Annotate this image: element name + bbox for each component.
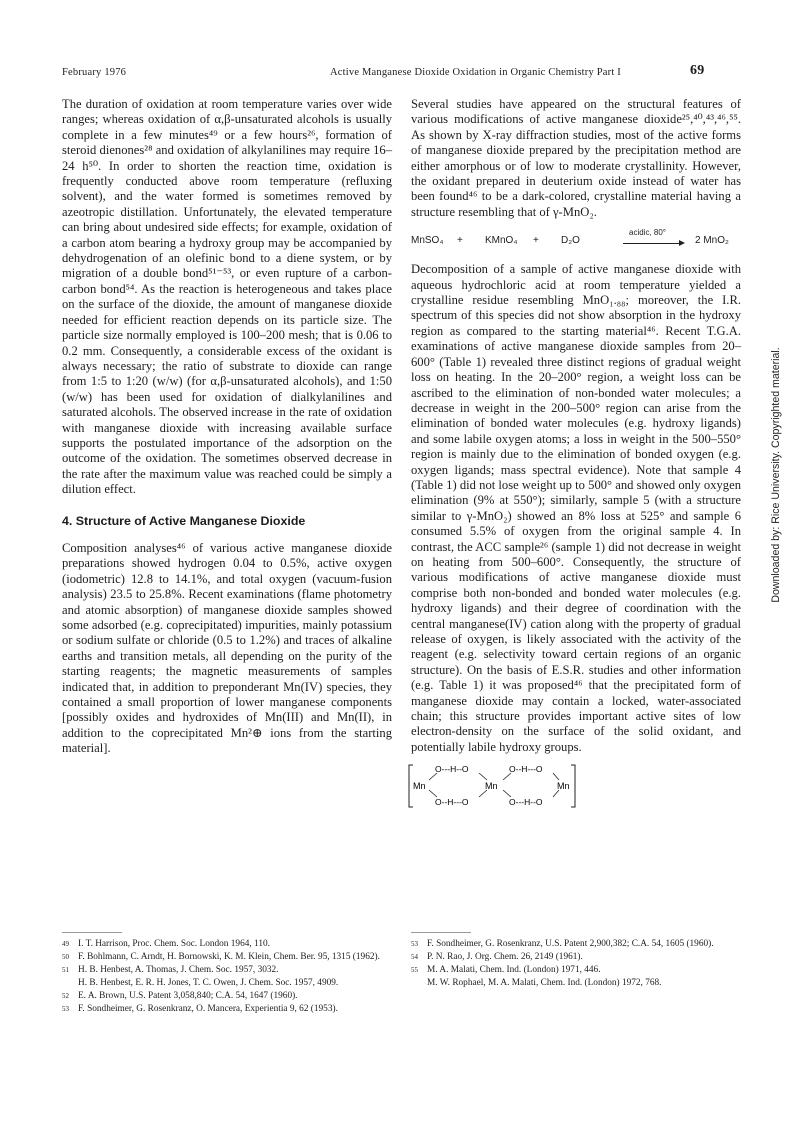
footnote-number: 51 (62, 966, 69, 974)
chemical-equation (411, 226, 741, 248)
footnote-item (411, 938, 741, 950)
struct-bridge-top-right: O--H---O (509, 764, 543, 775)
structure-diagram (411, 761, 741, 813)
eq-product: 2 MnO₂ (695, 234, 729, 246)
footnote-item (62, 990, 392, 1002)
struct-mn-left: Mn (413, 781, 426, 792)
eq-plus-2: + (533, 234, 539, 246)
eq-plus-1: + (457, 234, 463, 246)
footnote-item (62, 977, 392, 989)
footnote-text: M. A. Malati, Chem. Ind. (London) 1971, 446. (427, 965, 601, 975)
eq-reactant-2: KMnO₄ (485, 234, 518, 246)
footnote-text: E. A. Brown, U.S. Patent 3,058,840; C.A. 54, 1647 (1960). (78, 991, 298, 1001)
footnote-rule-right (411, 932, 471, 933)
eq-reactant-1: MnSO₄ (411, 234, 444, 246)
footnote-text: M. W. Rophael, M. A. Malati, Chem. Ind. (London) 1972, 768. (427, 978, 662, 988)
footnote-list-left (62, 938, 392, 1015)
struct-bridge-bottom-left: O--H---O (435, 797, 469, 808)
footnote-rule-left (62, 932, 122, 933)
footnote-number: 49 (62, 940, 69, 948)
footnote-item (62, 1003, 392, 1015)
footnote-item (411, 964, 741, 976)
download-notice: Downloaded by: Rice University. Copyrighted material. (770, 347, 782, 603)
footnote-text: I. T. Harrison, Proc. Chem. Soc. London 1964, 110. (78, 939, 270, 949)
footnote-item (62, 951, 392, 963)
eq-condition: acidic, 80° (629, 227, 666, 237)
eq-reactant-3: D₂O (561, 234, 580, 246)
struct-bridge-bottom-right: O---H--O (509, 797, 543, 808)
struct-mn-mid: Mn (485, 781, 498, 792)
footnote-list-right (411, 938, 741, 989)
right-column (411, 97, 741, 813)
footnote-text: F. Bohlmann, C. Arndt, H. Bornowski, K. M. Klein, Chem. Ber. 95, 1315 (1962). (78, 952, 380, 962)
right-paragraph-2: Decomposition of a sample of active manganese dioxide with aqueous hydrochloric acid at room temperature yielded a crystalline residue resembling MnO₁.₈₈; moreover, the I.R. spectrum of this species did not show absorption in the hydroxy region as compared to the starting material⁴⁶. Recent T.G.A. examinations of active manganese dioxide samples from 20–600° (Table 1) revealed three distinct regions of gradual weight loss on heating. In the 20–200° region, a weight loss can be ascribed to the elimination of non-bonded water molecules; a decrease in weight in the 200–500° region can arise from the elimination of bonded water molecules (e.g. hydroxy ligands) and some labile oxygen atoms; a loss in weight in the 500–550° region is mainly due to the elimination of bonded oxygen (e.g. oxygen ligands; mass spectral evidence). Note that sample 4 (Table 1) did not lose weight up to 500° and showed only oxygen elimination (9% at 550°); similarly, sample 5 (with a structure similar to γ-MnO₂) showed an 8% loss at 525° and sample 6 consumed 5.5% of oxygen from the original sample 4. In contrast, the ACC sample²⁶ (sample 1) did not decrease in weight on heating from 500–600°. Consequently, the structure of various modifications of active manganese dioxide must comprise both non-bonded and bonded water molecules (e.g. hydroxy ligands) and their degree of coordination with the central manganese(IV) cation along with the property of gradual release of oxygen, is likely associated with the activity of the reagent (e.g. selectivity toward certain regions of an organic structure). On the basis of E.S.R. studies and other information (e.g. Table 1) it was proposed⁴⁶ that the precipitated form of manganese dioxide may contain a locked, water-associated chain; this structure provides important active sites of low electron-density on the surface of the solid oxidant, and potentially labile hydroxy groups. (411, 262, 741, 754)
reaction-arrow (623, 243, 683, 244)
footnote-text: H. B. Henbest, E. R. H. Jones, T. C. Owen, J. Chem. Soc. 1957, 4909. (78, 978, 339, 988)
footnote-number: 53 (411, 940, 418, 948)
footnote-number: 54 (411, 953, 418, 961)
running-title: Active Manganese Dioxide Oxidation in Organic Chemistry Part I (330, 67, 621, 78)
footnotes-right (411, 938, 741, 990)
left-paragraph-1: The duration of oxidation at room temperature varies over wide ranges; whereas oxidation of α,β-unsaturated alcohols is usually complete in a few minutes⁴⁹ or a few hours²⁶, formation of steroid dienones²⁸ and oxidation of alkylanilines may require 16–24 h⁵⁰. In order to shorten the reaction time, oxidation is frequently conducted above room temperature (refluxing solvent), and the water formed is sometimes removed by azeotropic distillation. Unfortunately, the elevated temperature can bring about undesired side effects; for example, oxidation of a carbon atom bearing a hydroxy group may be accompanied by dehydrogenation of an olefinic bond to a diene system, or by migration of a double bond⁵¹⁻⁵³, or even rupture of a carbon-carbon bond⁵⁴. As the reaction is heterogeneous and takes place on the surface of the dioxide, the amount of manganese dioxide needed for efficient reaction depends on its particle size. The particle size normally employed is 100–200 mesh; that is 0.06 to 0.2 mm. Consequently, a considerable excess of the oxidant is always necessary; the ratio of substrate to dioxide can range from 1:5 to 1:20 (w/w) (for α,β-unsaturated alcohols), and 1:50 (w/w) has been used for oxidation of dialkylanilines and saturated alcohols. The observed increase in the rate of oxidation with manganese dioxide with increasing available surface supports the postulated importance of the adsorption on the outcome of the oxidation. The sometimes observed decrease in the rate after the maximum value was reached could be simply a dilution effect. (62, 97, 392, 497)
section-heading: 4. Structure of Active Manganese Dioxide (62, 513, 306, 528)
right-paragraph-1: Several studies have appeared on the structural features of various modifications of active manganese dioxide²⁵,⁴⁰,⁴³,⁴⁶,⁵⁵. As shown by X-ray diffraction studies, most of the active forms of manganese dioxide prepared by the precipitation method are either amorphous or of low to moderate crystallinity. However, the oxidant prepared in deuterium oxide instead of water has been found⁴⁶ to be a dark-colored, crystalline material having a structure resembling that of γ-MnO₂. (411, 97, 741, 219)
left-column (62, 97, 392, 757)
footnote-item (62, 964, 392, 976)
footnote-item (411, 951, 741, 963)
struct-mn-right: Mn (557, 781, 570, 792)
footnote-item (62, 938, 392, 950)
footnote-number: 53 (62, 1005, 69, 1013)
footnote-text: F. Sondheimer, G. Rosenkranz, O. Mancera, Experientia 9, 62 (1953). (78, 1004, 338, 1014)
footnote-number: 52 (62, 992, 69, 1000)
page-number: 69 (690, 63, 705, 78)
footnote-number: 50 (62, 953, 69, 961)
footnote-text: P. N. Rao, J. Org. Chem. 26, 2149 (1961). (427, 952, 583, 962)
side-note (768, 260, 784, 690)
footnote-text: F. Sondheimer, G. Rosenkranz, U.S. Patent 2,900,382; C.A. 54, 1605 (1960). (427, 939, 714, 949)
footnote-text: H. B. Henbest, A. Thomas, J. Chem. Soc. 1957, 3032. (78, 965, 279, 975)
header-date: February 1976 (62, 67, 127, 78)
structure-svg (407, 761, 587, 811)
footnote-item (411, 977, 741, 989)
struct-bridge-top-left: O---H--O (435, 764, 469, 775)
footnote-number: 55 (411, 966, 418, 974)
left-paragraph-2: Composition analyses⁴⁶ of various active manganese dioxide preparations showed hydrogen 0.04 to 0.5%, active oxygen (iodometric) 12.8 to 14.1%, and total oxygen (vacuum-fusion analysis) 23.5 to 25.8%. Recent examinations (flame photometry and atomic absorption) of manganese dioxide samples showed some adsorbed (e.g. coprecipitated) impurities, mainly potassium or sodium sulfate or chloride (0.5 to 1.2%) and traces of alkaline earths and transition metals, all depending on the purity of the starting reagents; the magnetic measurements of samples indicated that, in addition to preponderant Mn(IV) species, they contained a small proportion of lower manganese components [possibly oxides and hydroxides of Mn(III) and Mn(II), in addition to the coprecipitated Mn²⊕ ions from the starting material]. (62, 540, 392, 756)
footnotes-left (62, 938, 392, 1016)
